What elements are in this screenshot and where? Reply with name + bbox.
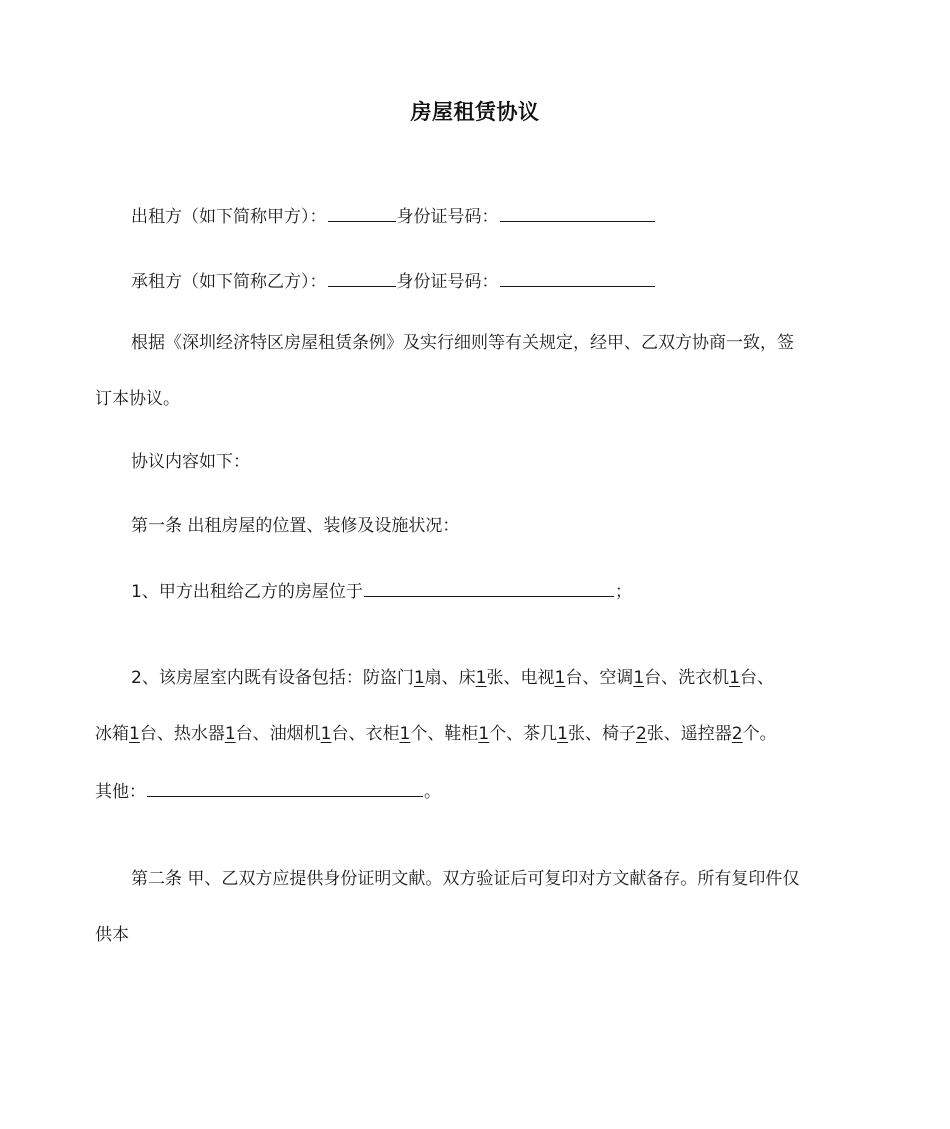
equipment-list-line2 — [95, 724, 777, 744]
equipment-name: 空调 — [599, 668, 634, 688]
equipment-unit: 扇 — [424, 668, 442, 688]
equipment-name: 椅子 — [601, 724, 636, 744]
lessor-name-blank[interactable] — [328, 203, 396, 222]
equipment-item — [459, 668, 521, 688]
equipment-quantity[interactable]: 1 — [633, 668, 645, 688]
equipment-separator: 、 — [156, 724, 174, 744]
equipment-quantity[interactable]: 1 — [413, 668, 425, 688]
equipment-unit: 台 — [139, 724, 157, 744]
equipment-item — [363, 668, 459, 688]
equipment-unit: 张 — [486, 668, 504, 688]
equipment-unit: 张 — [646, 724, 664, 744]
contents-intro: 协议内容如下： — [131, 452, 250, 472]
equipment-item — [520, 668, 599, 688]
equipment-quantity[interactable]: 1 — [224, 724, 236, 744]
equipment-separator: 、 — [348, 724, 366, 744]
lessee-id-blank[interactable] — [500, 268, 655, 287]
equipment-quantity[interactable]: 2 — [635, 724, 647, 744]
article2-line-1: 第二条 甲、乙双方应提供身份证明文献。双方验证后可复印对方文献备存。所有复印件仅 — [131, 869, 800, 889]
equipment-item — [444, 724, 523, 744]
equipment-quantity[interactable]: 1 — [478, 724, 490, 744]
equipment-name: 衣柜 — [365, 724, 400, 744]
equipment-name: 热水器 — [173, 724, 225, 744]
equipment-item — [678, 668, 774, 688]
item1-suffix: ； — [614, 582, 632, 602]
equipment-quantity[interactable]: 1 — [557, 724, 568, 744]
equipment-separator: 、 — [503, 668, 521, 688]
other-suffix: 。 — [424, 782, 441, 802]
equipment-unit: 张 — [567, 724, 585, 744]
equipment-unit: 台 — [565, 668, 583, 688]
article1-heading: 第一条 出租房屋的位置、装修及设施状况： — [131, 516, 460, 536]
lessee-line — [131, 268, 656, 294]
article2-line-2: 供本 — [95, 925, 129, 945]
item2-prefix: 2、该房屋室内既有设备包括： — [131, 668, 363, 688]
equipment-separator: 、 — [584, 724, 602, 744]
equipment-item — [174, 724, 270, 744]
equipment-separator: 、 — [756, 668, 774, 688]
equipment-item — [365, 724, 444, 744]
equipment-item — [523, 724, 602, 744]
item1-prefix: 1、甲方出租给乙方的房屋位于 — [131, 582, 363, 602]
equipment-item — [95, 724, 174, 744]
equipment-quantity[interactable]: 1 — [129, 724, 140, 744]
equipment-name: 油烟机 — [269, 724, 321, 744]
equipment-name: 洗衣机 — [678, 668, 730, 688]
lessor-line — [131, 203, 656, 229]
preamble-line-1: 根据《深圳经济特区房屋租赁条例》及实行细则等有关规定，经甲、乙双方协商一致，签 — [131, 333, 794, 353]
equipment-quantity[interactable]: 1 — [554, 668, 566, 688]
lessor-id-blank[interactable] — [500, 203, 655, 222]
equipment-name: 床 — [458, 668, 476, 688]
equipment-separator: 、 — [427, 724, 445, 744]
equipment-quantity[interactable]: 1 — [320, 724, 332, 744]
equipment-item — [602, 724, 681, 744]
equipment-name: 电视 — [520, 668, 555, 688]
equipment-unit: 个 — [742, 724, 760, 744]
equipment-separator: 、 — [661, 668, 679, 688]
lessor-label: 出租方（如下简称甲方）： — [131, 207, 327, 227]
equipment-unit: 台 — [235, 724, 253, 744]
other-label: 其他： — [95, 782, 146, 802]
equipment-separator: 。 — [759, 724, 777, 744]
equipment-separator: 、 — [582, 668, 600, 688]
article1-item1 — [131, 578, 632, 604]
equipment-quantity[interactable]: 1 — [399, 724, 411, 744]
document-title: 房屋租赁协议 — [410, 100, 540, 124]
equipment-name: 冰箱 — [95, 724, 129, 744]
equipment-item — [681, 724, 777, 744]
equipment-item — [599, 668, 678, 688]
lessee-label: 承租方（如下简称乙方）： — [131, 272, 327, 292]
lessor-id-label: 身份证号码： — [396, 207, 499, 227]
equipment-item — [270, 724, 366, 744]
article1-item2-line2 — [95, 722, 777, 746]
equipment-unit: 个 — [489, 724, 507, 744]
equipment-name: 遥控器 — [680, 724, 732, 744]
equipment-unit: 台 — [644, 668, 662, 688]
other-equipment-blank[interactable] — [147, 778, 423, 797]
property-address-blank[interactable] — [364, 578, 614, 597]
equipment-separator: 、 — [506, 724, 524, 744]
lessee-name-blank[interactable] — [328, 268, 396, 287]
article1-item2-line1 — [131, 666, 774, 690]
preamble-line-2: 订本协议。 — [95, 389, 180, 409]
equipment-quantity[interactable]: 1 — [729, 668, 740, 688]
equipment-name: 鞋柜 — [444, 724, 479, 744]
equipment-name: 茶几 — [523, 724, 558, 744]
equipment-quantity[interactable]: 2 — [731, 724, 743, 744]
equipment-separator: 、 — [441, 668, 459, 688]
equipment-name: 防盗门 — [362, 668, 414, 688]
equipment-unit: 台 — [739, 668, 757, 688]
article1-other-line — [95, 778, 441, 804]
equipment-unit: 个 — [410, 724, 428, 744]
equipment-quantity[interactable]: 1 — [475, 668, 487, 688]
equipment-list-line1 — [363, 668, 774, 688]
equipment-separator: 、 — [663, 724, 681, 744]
lessee-id-label: 身份证号码： — [396, 272, 499, 292]
equipment-unit: 台 — [331, 724, 349, 744]
equipment-separator: 、 — [252, 724, 270, 744]
